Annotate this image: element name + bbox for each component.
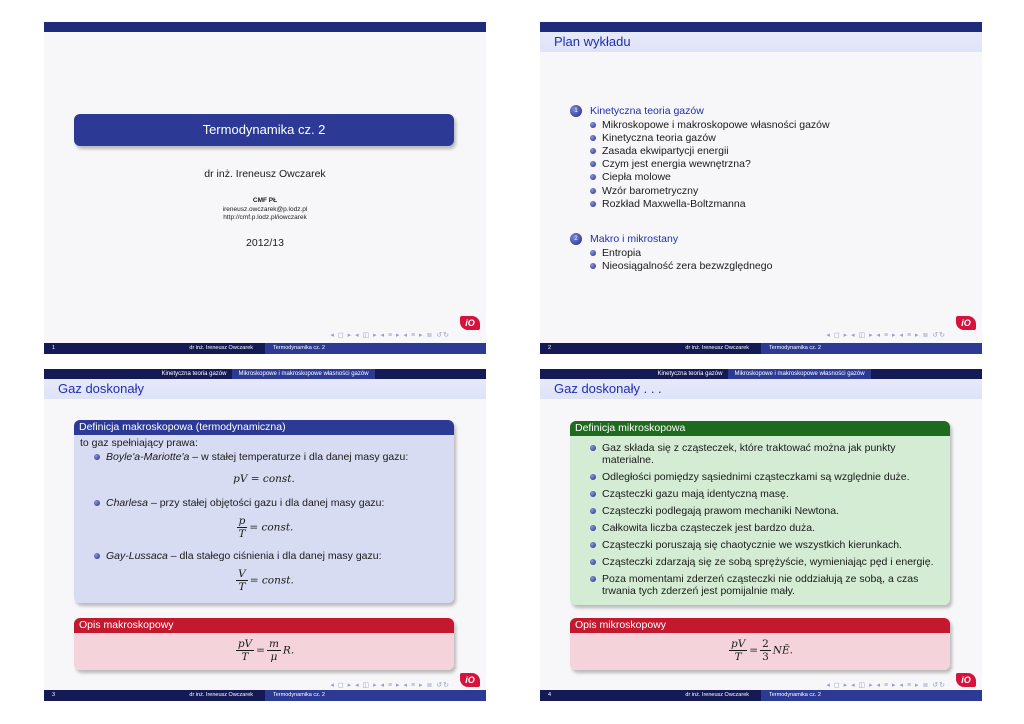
- block-body: [74, 435, 454, 603]
- slide-number: 2: [540, 343, 600, 354]
- law-text: – w stałej temperaturze i dla danej masy gazu:: [189, 451, 409, 463]
- numerator: V: [238, 568, 246, 580]
- law-name: Boyle'a-Mariotte'a: [106, 451, 190, 463]
- institute: CMF PŁ: [252, 197, 278, 204]
- toc-item[interactable]: [570, 158, 962, 171]
- equals: =: [256, 644, 265, 657]
- list-item: [94, 451, 448, 463]
- toc-item[interactable]: [570, 246, 962, 259]
- slide-number: 4: [540, 690, 600, 701]
- bullet-icon: [590, 474, 596, 480]
- toc-item-label: Zasada ekwipartycji energii: [602, 144, 729, 157]
- bullet-icon: [590, 508, 596, 514]
- section-navigation: [540, 369, 982, 379]
- law-name: Charlesa: [106, 497, 149, 509]
- block-title: Opis mikroskopowy: [570, 618, 950, 633]
- toc-item-label: Kinetyczna teoria gazów: [602, 131, 716, 144]
- toc-item-label: Rozkład Maxwella-Boltzmanna: [602, 197, 746, 210]
- toc-item-label: Mikroskopowe i makroskopowe własności gazów: [602, 118, 830, 131]
- equation: [80, 515, 448, 540]
- toc-item[interactable]: [570, 144, 962, 157]
- footer-title: Termodynamika cz. 2: [265, 690, 486, 701]
- denominator: T: [238, 528, 246, 540]
- navigation-symbols[interactable]: ◂ ◻ ▸ ◂ ◫ ▸ ◂ ≡ ▸ ◂ ≡ ▸ ≣ ↺↻: [330, 682, 450, 689]
- section-navigation: [44, 369, 486, 379]
- logo: iO: [460, 316, 480, 330]
- rhs-tail: NĒ.: [772, 644, 793, 657]
- footer: [540, 690, 982, 701]
- header-bar: [540, 22, 982, 32]
- list-item-text: Cząsteczki zdarzają się ze sobą sprężyście, wymieniając pęd i energię.: [602, 556, 934, 568]
- block-title: Definicja mikroskopowa: [570, 421, 950, 436]
- equals: =: [749, 644, 759, 657]
- toc-item[interactable]: [570, 260, 962, 273]
- block-body: [570, 436, 950, 605]
- numerator: pV: [730, 638, 746, 650]
- nav-subsection[interactable]: Mikroskopowe i makroskopowe własności gazów: [728, 369, 870, 379]
- bullet-icon: [590, 445, 596, 451]
- microscopic-block: [570, 618, 950, 670]
- bullet-icon: [590, 135, 596, 141]
- toc-item-label: Nieosiągalność zera bezwzględnego: [602, 260, 773, 273]
- nav-section[interactable]: Kinetyczna teoria gazów: [657, 371, 723, 377]
- navigation-symbols[interactable]: ◂ ◻ ▸ ◂ ◫ ▸ ◂ ≡ ▸ ◂ ≡ ▸ ≣ ↺↻: [330, 332, 450, 339]
- footer-title: Termodynamika cz. 2: [265, 343, 486, 354]
- law-text: – dla stałego ciśnienia i dla danej masy gazu:: [167, 550, 382, 562]
- denominator: T: [241, 651, 249, 663]
- rhs-tail: R.: [282, 644, 295, 657]
- list-item-text: Gaz składa się z cząsteczek, które traktować można jak punkty materialne.: [602, 442, 896, 466]
- footer-author: dr inż. Ireneusz Owczarek: [104, 690, 265, 701]
- bullet-icon: [94, 500, 100, 506]
- nav-section[interactable]: Kinetyczna teoria gazów: [161, 371, 227, 377]
- list-item: [590, 488, 944, 500]
- email: ireneusz.owczarek@p.lodz.pl: [222, 206, 308, 213]
- list-item: [94, 497, 448, 509]
- definition-block: [570, 421, 950, 605]
- presentation-title: Termodynamika cz. 2: [74, 114, 454, 146]
- footer-author: dr inż. Ireneusz Owczarek: [600, 690, 761, 701]
- bullet-icon: [590, 525, 596, 531]
- law-name: Gay-Lussaca: [106, 550, 168, 562]
- bullet-icon: [590, 263, 596, 269]
- slide-2: [540, 22, 982, 354]
- footer-title: Termodynamika cz. 2: [761, 343, 982, 354]
- nav-subsection[interactable]: Mikroskopowe i makroskopowe własności gazów: [232, 369, 374, 379]
- definition-block: [74, 420, 454, 603]
- bullet-icon: [94, 553, 100, 559]
- list-item-text: Odległości pomiędzy sąsiednimi cząsteczkami są względnie duże.: [602, 471, 910, 483]
- bullet-icon: [590, 576, 596, 582]
- slide-number: 1: [44, 343, 104, 354]
- bullet-icon: [590, 542, 596, 548]
- toc-item-label: Entropia: [602, 246, 642, 259]
- toc-item[interactable]: [570, 131, 962, 144]
- footer-title: Termodynamika cz. 2: [761, 690, 982, 701]
- numerator: m: [268, 638, 279, 650]
- denominator: 3: [762, 651, 769, 663]
- toc-item-label: Czym jest energia wewnętrzna?: [602, 158, 751, 171]
- section-number-icon: 1: [570, 105, 582, 117]
- bullet-icon: [590, 250, 596, 256]
- bullet-icon: [590, 559, 596, 565]
- slide-number: 3: [44, 690, 104, 701]
- section-number-icon: 2: [570, 233, 582, 245]
- bullet-icon: [590, 148, 596, 154]
- bullet-icon: [94, 454, 100, 460]
- numerator: pV: [237, 638, 253, 650]
- list-item: [590, 556, 944, 568]
- denominator: T: [734, 651, 742, 663]
- denominator: T: [238, 581, 246, 593]
- bullet-icon: [590, 491, 596, 497]
- bullet-icon: [590, 122, 596, 128]
- list-item-text: Całkowita liczba cząsteczek jest bardzo duża.: [602, 522, 816, 534]
- footer-author: dr inż. Ireneusz Owczarek: [104, 343, 265, 354]
- footer: [540, 343, 982, 354]
- list-item: [590, 522, 944, 534]
- toc-item-label: Wzór barometryczny: [602, 184, 699, 197]
- url: http://cmf.p.lodz.pl/iowczarek: [223, 214, 307, 221]
- logo: iO: [956, 316, 976, 330]
- numerator: 2: [762, 638, 769, 650]
- toc-section[interactable]: [570, 232, 962, 246]
- bullet-icon: [590, 161, 596, 167]
- numerator: p: [238, 515, 246, 527]
- list-item: [590, 539, 944, 551]
- list-item-text: Poza momentami zderzeń cząsteczki nie oddziałują ze sobą, a czas trwania tych zderzeń jest pomijalnie mały.: [602, 573, 919, 597]
- intro-text: to gaz spełniający prawa:: [80, 437, 198, 449]
- list-item-text: Cząsteczki podlegają prawom mechaniki Newtona.: [602, 505, 839, 517]
- year: 2012/13: [246, 237, 284, 249]
- navigation-symbols[interactable]: ◂ ◻ ▸ ◂ ◫ ▸ ◂ ≡ ▸ ◂ ≡ ▸ ≣ ↺↻: [826, 332, 946, 339]
- block-title: Definicja makroskopowa (termodynamiczna): [74, 420, 454, 435]
- list-item-text: Cząsteczki poruszają się chaotycznie we wszystkich kierunkach.: [602, 539, 902, 551]
- footer: [44, 690, 486, 701]
- author: dr inż. Ireneusz Owczarek: [204, 168, 326, 180]
- slide-1: [44, 22, 486, 354]
- logo: iO: [460, 673, 480, 687]
- list-item: [590, 471, 944, 483]
- header-bar: [44, 22, 486, 32]
- list-item: [590, 573, 944, 597]
- toc-section-label: Makro i mikrostany: [590, 233, 679, 246]
- bullet-icon: [590, 174, 596, 180]
- law-text: – przy stałej objętości gazu i dla danej masy gazu:: [148, 497, 385, 509]
- footer: [44, 343, 486, 354]
- denominator: μ: [270, 651, 278, 663]
- toc-item[interactable]: [570, 184, 962, 197]
- list-item: [590, 442, 944, 466]
- equation: pV = const.: [233, 473, 295, 485]
- list-item: [94, 550, 448, 562]
- equation: [80, 568, 448, 593]
- toc-section-label: Kinetyczna teoria gazów: [590, 105, 704, 117]
- rhs: = const.: [249, 521, 294, 534]
- frame-title: Gaz doskonały: [44, 379, 486, 399]
- equation: [576, 638, 944, 663]
- rhs: = const.: [249, 574, 294, 587]
- toc-section[interactable]: [570, 104, 962, 118]
- block-body: [74, 633, 454, 670]
- frame-title: Plan wykładu: [540, 32, 982, 52]
- list-item: [590, 505, 944, 517]
- toc-item-label: Ciepła molowe: [602, 171, 671, 184]
- toc-item[interactable]: [570, 171, 962, 184]
- slide-3: [44, 369, 486, 701]
- block-title: Opis makroskopowy: [74, 618, 454, 633]
- toc-item[interactable]: [570, 197, 962, 210]
- navigation-symbols[interactable]: ◂ ◻ ▸ ◂ ◫ ▸ ◂ ≡ ▸ ◂ ≡ ▸ ≣ ↺↻: [826, 682, 946, 689]
- block-body: [570, 633, 950, 670]
- slide-4: [540, 369, 982, 701]
- frame-title: Gaz doskonały . . .: [540, 379, 982, 399]
- bullet-icon: [590, 201, 596, 207]
- table-of-contents: [570, 104, 962, 273]
- logo: iO: [956, 673, 976, 687]
- footer-author: dr inż. Ireneusz Owczarek: [600, 343, 761, 354]
- bullet-icon: [590, 188, 596, 194]
- list-item-text: Cząsteczki gazu mają identyczną masę.: [602, 488, 789, 500]
- macroscopic-block: [74, 618, 454, 670]
- equation: [80, 638, 448, 663]
- toc-item[interactable]: [570, 118, 962, 131]
